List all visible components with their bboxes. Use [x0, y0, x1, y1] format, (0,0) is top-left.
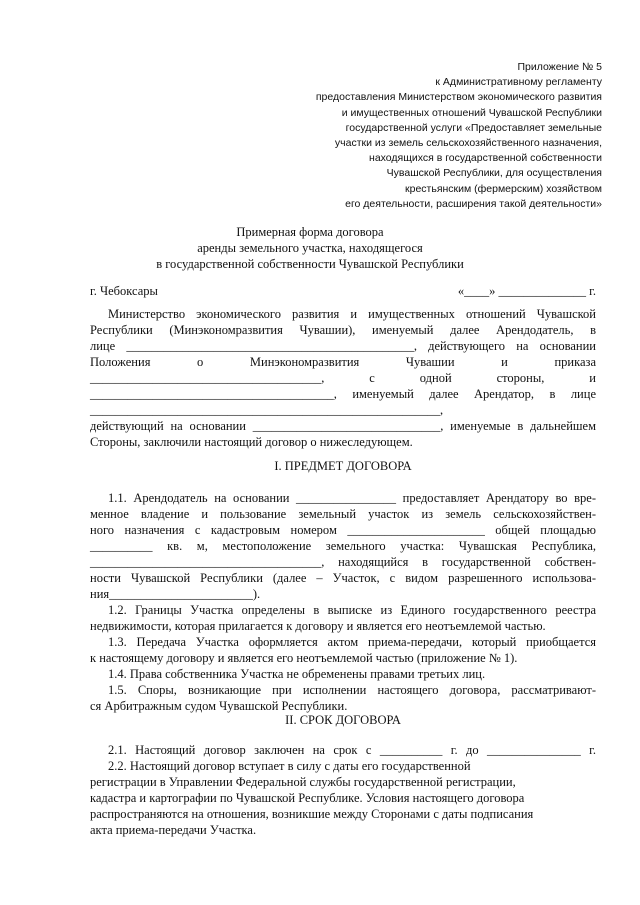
appendix-line: его деятельности, расширения такой деятельности» — [345, 197, 602, 210]
preamble-line: Министерство экономического развития и имущественных отношений Чувашской — [108, 307, 596, 321]
section2-line: распространяются на отношения, возникшие между Сторонами с даты подписания — [90, 807, 534, 821]
section1-line: _____________________________________, находящийся в государственной собствен- — [90, 555, 596, 569]
preamble-line: _____________________________________, с одной стороны, и — [90, 371, 596, 385]
section2-line: 2.2. Настоящий договор вступает в силу с даты его государственной — [108, 759, 471, 773]
section1-line: 1.5. Споры, возникающие при исполнении настоящего договора, рассматривают- — [108, 683, 596, 697]
appendix-line: государственной услуги «Предоставляет земельные — [345, 121, 602, 134]
preamble-line: _______________________________________, именуемый далее Арендатор, в лице — [90, 387, 596, 401]
section2-line: кадастра и картографии по Чувашской Республике. Условия настоящего договора — [90, 791, 525, 805]
section2-line: регистрации в Управлении Федеральной службы государственной регистрации, — [90, 775, 516, 789]
section1-line: менное владение и пользование земельный участок из земель сельскохозяйствен- — [90, 507, 596, 521]
city-name: г. Чебоксары — [90, 284, 158, 298]
section1-line: ся Арбитражным судом Чувашской Республики. — [90, 699, 348, 713]
appendix-line: предоставления Министерством экономического развития — [315, 91, 602, 104]
preamble-line: Стороны, заключили настоящий договор о нижеследующем. — [90, 435, 413, 449]
appendix-line: находящихся в государственной собственности — [369, 152, 602, 165]
section1-line: 1.1. Арендодатель на основании ________________ предоставляет Арендатору во вре- — [108, 491, 596, 505]
section1-line: 1.3. Передача Участка оформляется актом приема-передачи, который приобщается — [108, 635, 596, 649]
appendix-line: участки из земель сельскохозяйственного назначения, — [334, 137, 602, 150]
place-date-row — [90, 283, 596, 299]
section1-line: недвижимости, которая прилагается к договору и является его неотъемлемой частью. — [90, 619, 546, 633]
section1-line: 1.4. Права собственника Участка не обременены правами третьих лиц. — [108, 667, 486, 681]
preamble-line: ________________________________________________________, — [90, 403, 444, 417]
contract-date: «____» ______________ г. — [457, 284, 596, 298]
title-line: аренды земельного участка, находящегося — [197, 241, 423, 255]
appendix-line: Приложение № 5 — [517, 61, 602, 73]
preamble-line: Республики (Минэкономразвития Чувашии), именуемый далее Арендодатель, в — [90, 323, 596, 337]
section2-line: 2.1. Настоящий договор заключен на срок с __________ г. до _______________ г. — [108, 743, 596, 757]
section1-line: ния_______________________). — [90, 587, 261, 601]
section1-line: __________ кв. м, местоположение земельного участка: Чувашская Республика, — [90, 539, 596, 553]
section1-line: к настоящему договору и является его неотъемлемой частью (приложение № 1). — [90, 651, 518, 665]
section-heading: II. СРОК ДОГОВОРА — [285, 713, 401, 727]
preamble-line: лице ______________________________________________, действующего на основании — [90, 339, 596, 353]
section-heading: I. ПРЕДМЕТ ДОГОВОРА — [274, 459, 412, 473]
title-line: Примерная форма договора — [236, 225, 384, 239]
preamble-line: Положения о Минэкономразвития Чувашии и приказа — [90, 355, 596, 369]
appendix-line: и имущественных отношений Чувашской Республики — [341, 106, 602, 119]
appendix-line: к Административному регламенту — [435, 76, 602, 89]
title-line: в государственной собственности Чувашской Республики — [156, 257, 464, 271]
section1-line: ного назначения с кадастровым номером ______________________ общей площадью — [90, 523, 596, 537]
section2-line: акта приема-передачи Участка. — [90, 823, 257, 837]
section1-line: 1.2. Границы Участка определены в выписке из Единого государственного реестра — [108, 603, 596, 617]
appendix-line: Чувашской Республики, для осуществления — [386, 167, 602, 180]
document-title — [60, 224, 560, 272]
appendix-line: крестьянским (фермерским) хозяйством — [405, 182, 602, 195]
appendix-header — [242, 60, 602, 212]
preamble-line: действующий на основании ______________________________, именуемые в дальнейшем — [90, 419, 596, 433]
section1-line: ности Чувашской Республики (далее – Участок, с видом разрешенного использова- — [90, 571, 596, 585]
